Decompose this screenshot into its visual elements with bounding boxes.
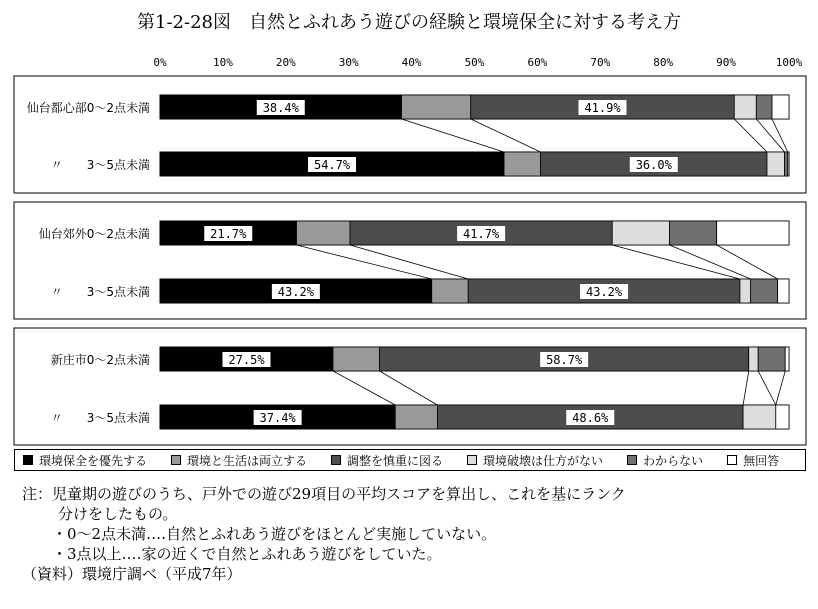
data-label: 58.7% (546, 353, 583, 367)
legend-swatch (627, 455, 637, 465)
bar-segment-6 (717, 221, 789, 245)
data-label: 27.5% (228, 353, 265, 367)
bar-segment-2 (296, 221, 349, 245)
row-label: 〃 3～5点未満 (50, 411, 150, 425)
legend-swatch (23, 455, 33, 465)
connector-line (776, 371, 785, 405)
bar-segment-6 (785, 347, 789, 371)
note-line-4: ・3点以上‥‥家の近くで自然とふれあう遊びをしていた。 (52, 545, 442, 563)
note-line-1: 注：児童期の遊びのうち、戸外での遊び29項目の平均スコアを算出し、これを基にランク (22, 485, 626, 503)
bar-segment-6 (778, 279, 789, 303)
bar-segment-5 (758, 347, 785, 371)
legend-item-6 (727, 452, 779, 469)
bar-segment-2 (333, 347, 380, 371)
x-tick-label: 70% (590, 56, 611, 69)
connector-line (612, 245, 740, 279)
x-tick-label: 90% (716, 56, 737, 69)
x-tick-label: 100% (775, 56, 803, 69)
chart-title: 第1-2-28図 自然とふれあう遊びの経験と環境保全に対する考え方 (137, 12, 681, 33)
legend-label: 環境保全を優先する (39, 453, 148, 468)
bar-segment-5 (756, 95, 772, 119)
data-label: 37.4% (259, 411, 296, 425)
row-label: 仙台都心部0～2点未満 (26, 101, 150, 115)
bar-segment-6 (776, 405, 789, 429)
connector-line (717, 245, 778, 279)
connector-line (743, 371, 749, 405)
connector-line (350, 245, 468, 279)
connector-line (758, 371, 776, 405)
legend-swatch (171, 455, 181, 465)
bar-segment-2 (402, 95, 471, 119)
legend-label: わからない (643, 453, 704, 468)
bar-segment-6 (788, 152, 789, 176)
data-label: 43.2% (586, 285, 623, 299)
data-label: 43.2% (277, 285, 314, 299)
connector-line (380, 371, 438, 405)
data-label: 41.9% (584, 101, 621, 115)
x-tick-label: 20% (275, 56, 296, 69)
row-label: 〃 3～5点未満 (50, 158, 150, 172)
bar-segment-4 (767, 152, 785, 176)
connector-line (734, 119, 767, 152)
connector-line (296, 245, 431, 279)
connector-line (333, 371, 395, 405)
data-label: 21.7% (210, 227, 247, 241)
bar-segment-5 (785, 152, 788, 176)
legend-swatch (331, 455, 341, 465)
legend (14, 449, 806, 471)
x-tick-label: 10% (212, 56, 233, 69)
x-tick-label: 0% (153, 56, 167, 69)
bar-segment-2 (504, 152, 540, 176)
bar-segment-4 (749, 347, 758, 371)
bar-segment-4 (734, 95, 756, 119)
bar-segment-6 (772, 95, 789, 119)
connector-line (756, 119, 784, 152)
row-label: 新庄市0～2点未満 (50, 353, 150, 367)
bar-segment-5 (751, 279, 778, 303)
legend-item-3 (331, 452, 443, 469)
bar-segment-4 (612, 221, 669, 245)
note-line-2: 分けをしたもの。 (58, 505, 178, 523)
note-line-3: ・0～2点未満‥‥自然とふれあう遊びをほとんど実施していない。 (52, 525, 497, 543)
connector-line (669, 245, 750, 279)
data-label: 54.7% (313, 158, 351, 172)
legend-label: 環境と生活は両立する (187, 453, 308, 468)
bar-segment-5 (669, 221, 716, 245)
x-tick-label: 30% (338, 56, 359, 69)
legend-item-5 (627, 452, 703, 469)
connector-line (402, 119, 505, 152)
x-tick-label: 80% (653, 56, 674, 69)
bar-segment-2 (395, 405, 437, 429)
bar-segment-4 (740, 279, 751, 303)
legend-item-4 (467, 452, 603, 469)
data-label: 41.7% (463, 227, 500, 241)
bar-segment-2 (432, 279, 468, 303)
x-tick-label: 60% (527, 56, 548, 69)
data-label: 36.0% (635, 158, 672, 172)
legend-item-1 (23, 452, 147, 469)
source-note: （資料）環境庁調べ（平成7年） (22, 565, 242, 583)
connector-line (471, 119, 541, 152)
x-tick-label: 50% (464, 56, 485, 69)
legend-swatch (727, 455, 737, 465)
legend-item-2 (171, 452, 307, 469)
legend-label: 無回答 (743, 453, 780, 468)
legend-swatch (467, 455, 477, 465)
data-label: 38.4% (262, 101, 299, 115)
x-tick-label: 40% (401, 56, 422, 69)
bar-segment-4 (743, 405, 776, 429)
row-label: 〃 3～5点未満 (50, 285, 150, 299)
legend-label: 調整を慎重に図る (347, 453, 444, 468)
row-label: 仙台郊外0～2点未満 (38, 227, 150, 241)
notes (22, 484, 626, 584)
data-label: 48.6% (572, 411, 609, 425)
legend-label: 環境破壊は仕方がない (483, 453, 604, 468)
